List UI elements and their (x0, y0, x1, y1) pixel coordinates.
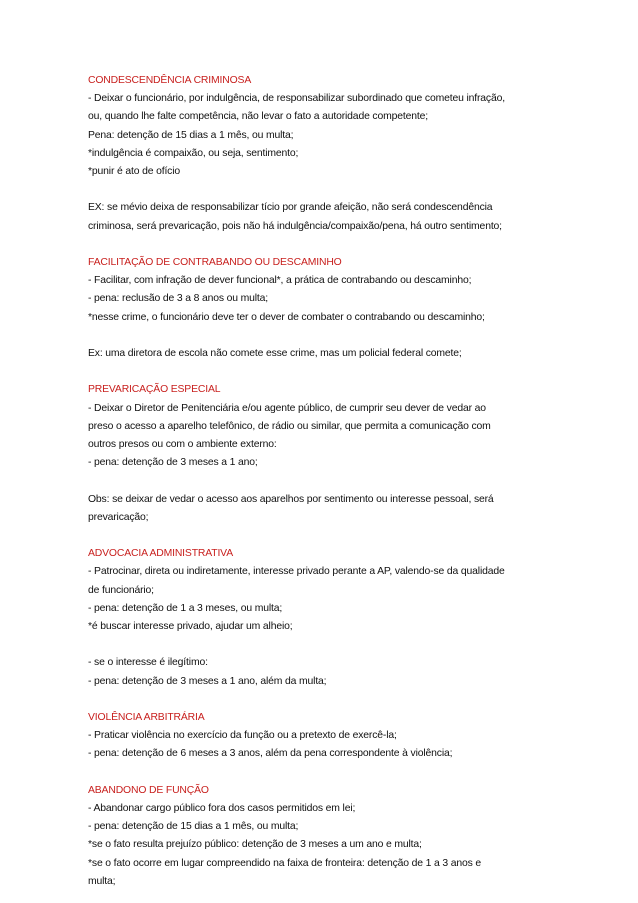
body-text-line: *é buscar interesse privado, ajudar um alheio; (88, 621, 293, 632)
section-heading: PREVARICAÇÃO ESPECIAL (88, 384, 221, 396)
blank-line (88, 636, 568, 654)
blank-line (88, 527, 568, 545)
body-text-line: de funcionário; (88, 584, 154, 596)
section-heading: VIOLÊNCIA ARBITRÁRIA (88, 711, 205, 723)
blank-line (88, 327, 568, 345)
body-text-line: Pena: detenção de 15 dias a 1 mês, ou multa; (88, 129, 294, 141)
body-text-line: Ex: uma diretora de escola não comete esse crime, mas um policial federal comete; (88, 348, 462, 359)
blank-line (88, 363, 568, 381)
blank-line (88, 181, 568, 199)
body-text-line: *se o fato ocorre em lugar compreendido na faixa de fronteira: detenção de 1 a 3 anos e (88, 857, 482, 869)
body-text-line: - Abandonar cargo público fora dos casos permitidos em lei; (88, 802, 356, 814)
body-text-line: *punir é ato de ofício (88, 166, 181, 178)
section-heading: ABANDONO DE FUNÇÃO (88, 784, 209, 796)
body-text-line: - Praticar violência no exercício da função ou a pretexto de exercê-la; (88, 730, 397, 742)
blank-line (88, 764, 568, 782)
body-text-line: preso o acesso a aparelho telefônico, de rádio ou similar, que permita a comunicação com (88, 420, 491, 432)
body-text-line: - pena: detenção de 3 meses a 1 ano; (88, 457, 258, 469)
blank-line (88, 472, 568, 490)
body-text-line: - pena: detenção de 1 a 3 meses, ou multa; (88, 602, 283, 614)
section-heading: CONDESCENDÊNCIA CRIMINOSA (88, 75, 252, 86)
body-text-line: - Deixar o funcionário, por indulgência, de responsabilizar subordinado que cometeu infração, (88, 93, 505, 105)
section-heading: FACILITAÇÃO DE CONTRABANDO OU DESCAMINHO (88, 257, 342, 268)
body-text-line: *indulgência é compaixão, ou seja, sentimento; (88, 147, 299, 159)
document-page (88, 72, 568, 891)
blank-line (88, 236, 568, 254)
blank-line (88, 691, 568, 709)
body-text-line: - pena: detenção de 3 meses a 1 ano, além da multa; (88, 675, 327, 687)
body-text-line: - se o interesse é ilegítimo: (88, 657, 208, 669)
body-text-line: Obs: se deixar de vedar o acesso aos aparelhos por sentimento ou interesse pessoal, será (88, 493, 494, 505)
body-text-line: - pena: reclusão de 3 a 8 anos ou multa; (88, 293, 268, 305)
body-text-line: *se o fato resulta prejuízo público: detenção de 3 meses a um ano e multa; (88, 839, 422, 851)
body-text-line: outros presos ou com o ambiente externo: (88, 439, 277, 450)
body-text-line: criminosa, será prevaricação, pois não há indulgência/compaixão/pena, há outro sentimento; (88, 220, 502, 232)
body-text-line: - pena: detenção de 6 meses a 3 anos, além da pena correspondente à violência; (88, 748, 453, 760)
body-text-line: ou, quando lhe falte competência, não levar o fato a autoridade competente; (88, 111, 428, 123)
body-text-line: - Facilitar, com infração de dever funcional*, a prática de contrabando ou descaminho; (88, 275, 472, 287)
body-text-line: - pena: detenção de 15 dias a 1 mês, ou multa; (88, 821, 299, 833)
body-text-line: multa; (88, 875, 116, 887)
body-text-line: prevaricação; (88, 511, 149, 523)
body-text-line: *nesse crime, o funcionário deve ter o dever de combater o contrabando ou descaminho; (88, 311, 485, 323)
section-heading: ADVOCACIA ADMINISTRATIVA (88, 548, 233, 560)
body-text-line: - Deixar o Diretor de Penitenciária e/ou agente público, de cumprir seu dever de vedar ao (88, 402, 486, 414)
body-text-line: EX: se mévio deixa de responsabilizar tício por grande afeição, não será condescendência (88, 202, 493, 214)
body-text-line: - Patrocinar, direta ou indiretamente, interesse privado perante a AP, valendo-se da qualidade (88, 566, 505, 578)
